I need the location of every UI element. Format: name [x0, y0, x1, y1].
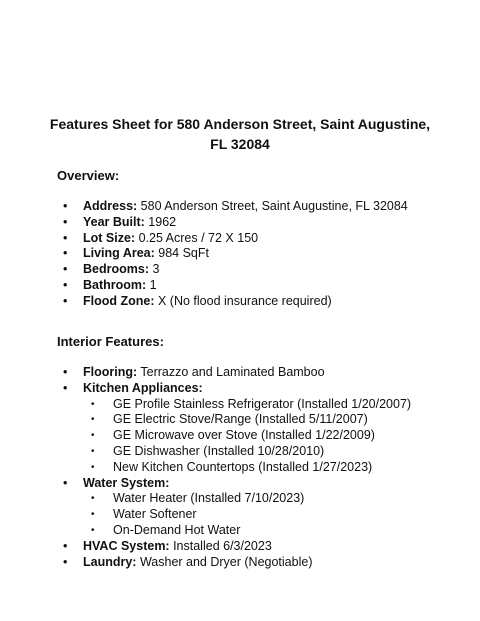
- document-title: Features Sheet for 580 Anderson Street, Saint Augustine, FL 32084: [49, 116, 431, 152]
- item-label: Bedrooms:: [83, 262, 149, 277]
- item-value: Terrazzo and Laminated Bamboo: [137, 365, 325, 379]
- interior-item-water-system: [57, 476, 411, 539]
- item-label: Lot Size:: [83, 230, 136, 245]
- sub-item: • Water Softener: [83, 507, 411, 523]
- overview-item-bedrooms: [57, 262, 408, 278]
- item-value: X (No flood insurance required): [154, 293, 332, 308]
- overview-heading: Overview:: [57, 168, 120, 183]
- item-value: 580 Anderson Street, Saint Augustine, FL 32084: [137, 199, 408, 213]
- overview-item-year-built: [57, 215, 408, 231]
- sub-item: • GE Microwave over Stove (Installed 1/22/2009): [83, 428, 411, 444]
- item-value: 984 SqFt: [154, 246, 209, 261]
- item-label: Laundry:: [83, 554, 137, 569]
- overview-item-address: [57, 199, 408, 215]
- interior-item-hvac-system: [57, 539, 411, 555]
- item-label: Address:: [83, 199, 138, 213]
- item-value: Installed 6/3/2023: [169, 538, 272, 553]
- overview-item-bathroom: [57, 278, 408, 294]
- item-value: 1: [146, 277, 157, 292]
- water-system-sublist: [83, 491, 411, 538]
- overview-item-flood-zone: [57, 294, 408, 310]
- sub-item: • GE Dishwasher (Installed 10/28/2010): [83, 444, 411, 460]
- item-value: 3: [148, 262, 160, 277]
- sub-item: • GE Electric Stove/Range (Installed 5/11/2007): [83, 412, 411, 428]
- item-value: 0.25 Acres / 72 X 150: [135, 230, 259, 245]
- item-value: 1962: [144, 214, 177, 229]
- sub-item: • GE Profile Stainless Refrigerator (Installed 1/20/2007): [83, 397, 411, 413]
- sub-item: • New Kitchen Countertops (Installed 1/27/2023): [83, 460, 411, 476]
- item-label: Bathroom:: [83, 277, 147, 292]
- item-label: Water System:: [83, 475, 170, 490]
- sub-item: • Water Heater (Installed 7/10/2023): [83, 491, 411, 507]
- overview-item-living-area: [57, 246, 408, 262]
- item-label: Year Built:: [83, 214, 145, 229]
- item-label: Flooring:: [83, 365, 138, 379]
- item-label: Living Area:: [83, 246, 155, 261]
- item-value: Washer and Dryer (Negotiable): [136, 554, 313, 569]
- item-label: Flood Zone:: [83, 293, 155, 308]
- sub-item: • On-Demand Hot Water: [83, 523, 411, 539]
- overview-list: [57, 199, 408, 310]
- interior-item-laundry: [57, 555, 411, 571]
- interior-features-list: [57, 365, 411, 570]
- interior-features-heading: Interior Features:: [57, 334, 164, 349]
- item-label: Kitchen Appliances:: [83, 380, 203, 395]
- overview-item-lot-size: [57, 231, 408, 247]
- interior-item-flooring: [57, 365, 411, 381]
- kitchen-appliances-sublist: [83, 397, 411, 476]
- interior-item-kitchen-appliances: [57, 381, 411, 476]
- item-label: HVAC System:: [83, 538, 170, 553]
